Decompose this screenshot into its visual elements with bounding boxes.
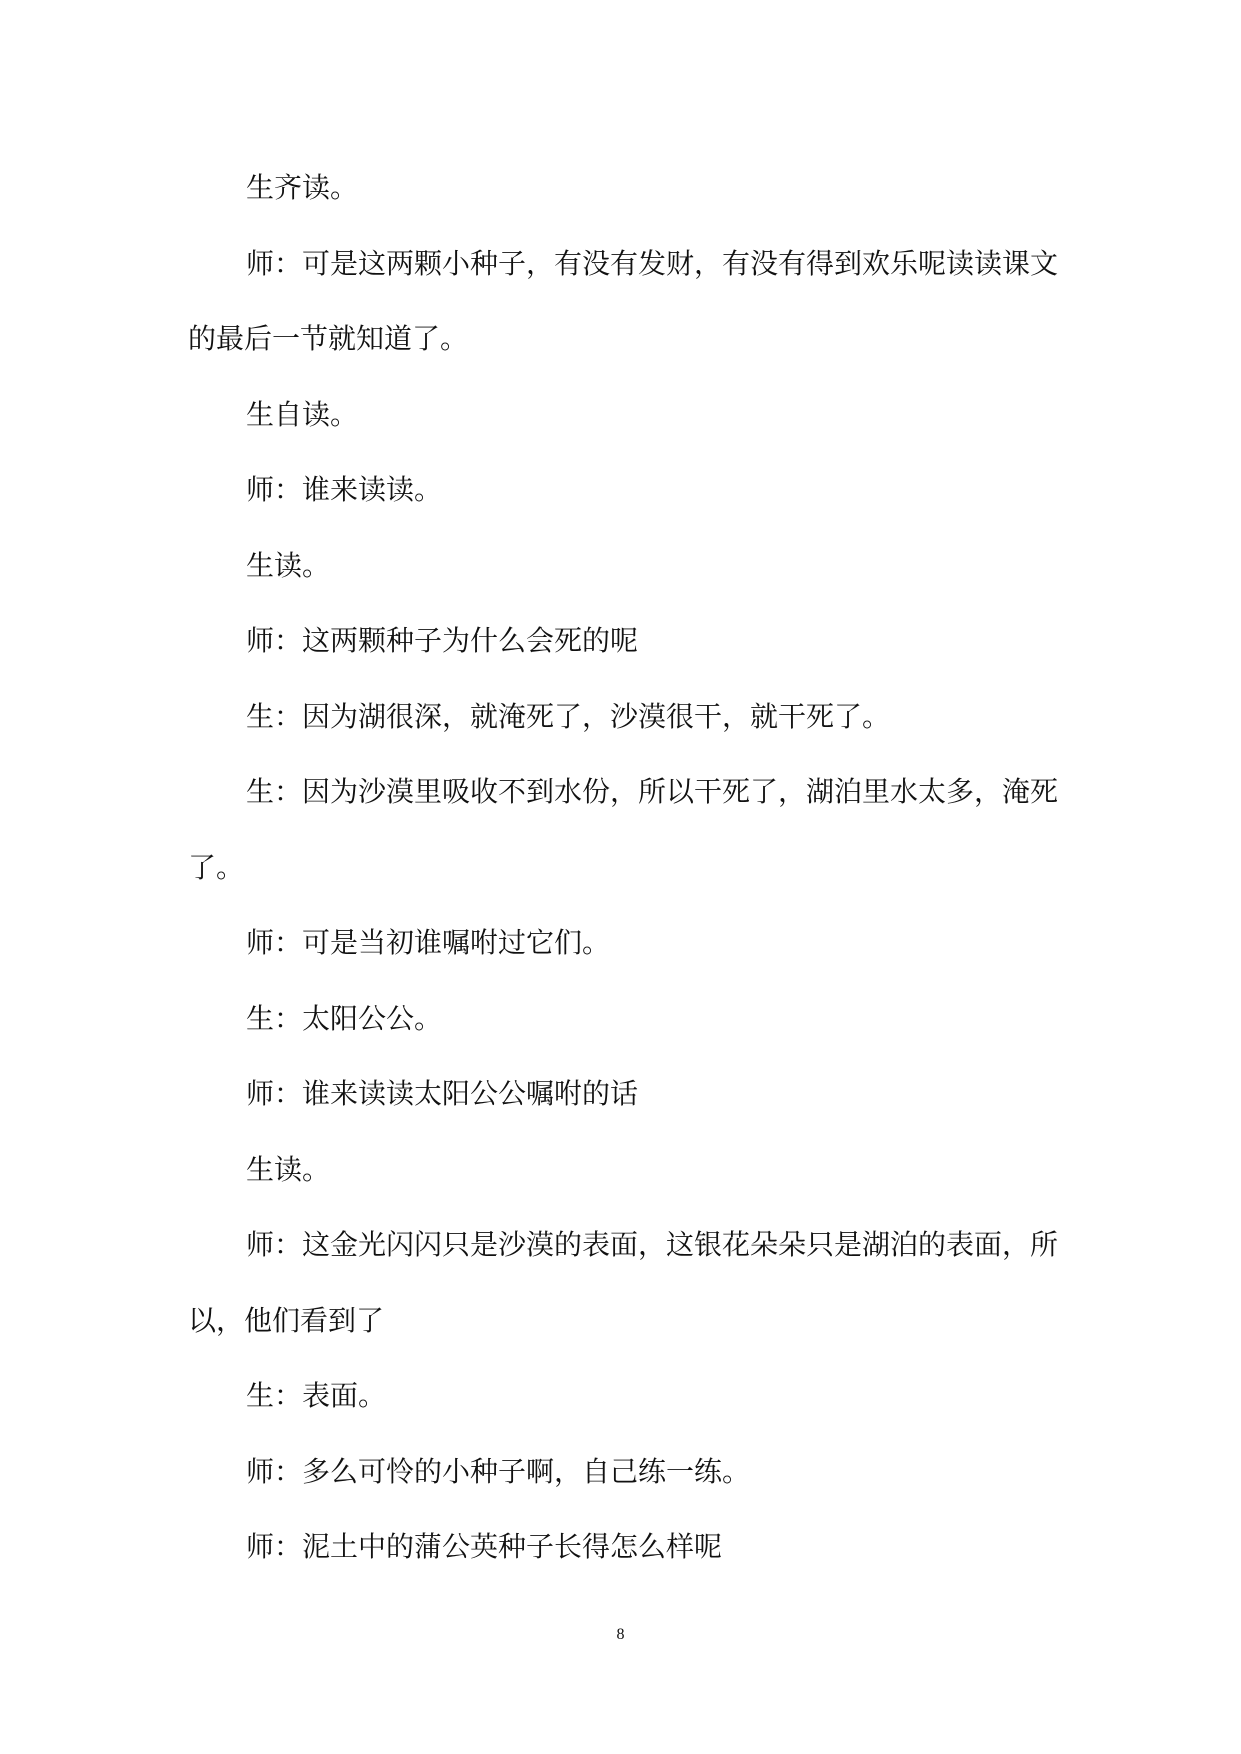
paragraph-3: 生自读。 bbox=[246, 397, 359, 431]
paragraph-13: 师：这金光闪闪只是沙漠的表面，这银花朵朵只是湖泊的表面，所以，他们看到了 bbox=[188, 1228, 1059, 1337]
paragraph-16: 师：泥土中的蒲公英种子长得怎么样呢 bbox=[246, 1530, 723, 1563]
paragraph-14: 生：表面。 bbox=[246, 1379, 387, 1412]
paragraph-7: 生：因为湖很深，就淹死了，沙漠很干，就干死了。 bbox=[246, 699, 891, 733]
paragraph-10: 生：太阳公公。 bbox=[246, 1001, 443, 1035]
paragraph-9: 师：可是当初谁嘱咐过它们。 bbox=[246, 926, 611, 959]
paragraph-5: 生读。 bbox=[246, 548, 331, 582]
paragraph-2: 师：可是这两颗小种子，有没有发财，有没有得到欢乐呢读读课文的最后一节就知道了。 bbox=[188, 246, 1059, 355]
paragraph-4: 师：谁来读读。 bbox=[246, 473, 443, 506]
paragraph-12: 生读。 bbox=[246, 1152, 331, 1186]
page-number: 8 bbox=[616, 1626, 625, 1643]
paragraph-6: 师：这两颗种子为什么会死的呢 bbox=[246, 624, 639, 657]
paragraph-1: 生齐读。 bbox=[246, 171, 359, 204]
paragraph-8: 生：因为沙漠里吸收不到水份，所以干死了，湖泊里水太多，淹死了。 bbox=[188, 775, 1059, 884]
paragraph-15: 师：多么可怜的小种子啊，自己练一练。 bbox=[246, 1454, 751, 1488]
document-body bbox=[188, 150, 1068, 1585]
paragraph-11: 师：谁来读读太阳公公嘱咐的话 bbox=[246, 1077, 639, 1110]
